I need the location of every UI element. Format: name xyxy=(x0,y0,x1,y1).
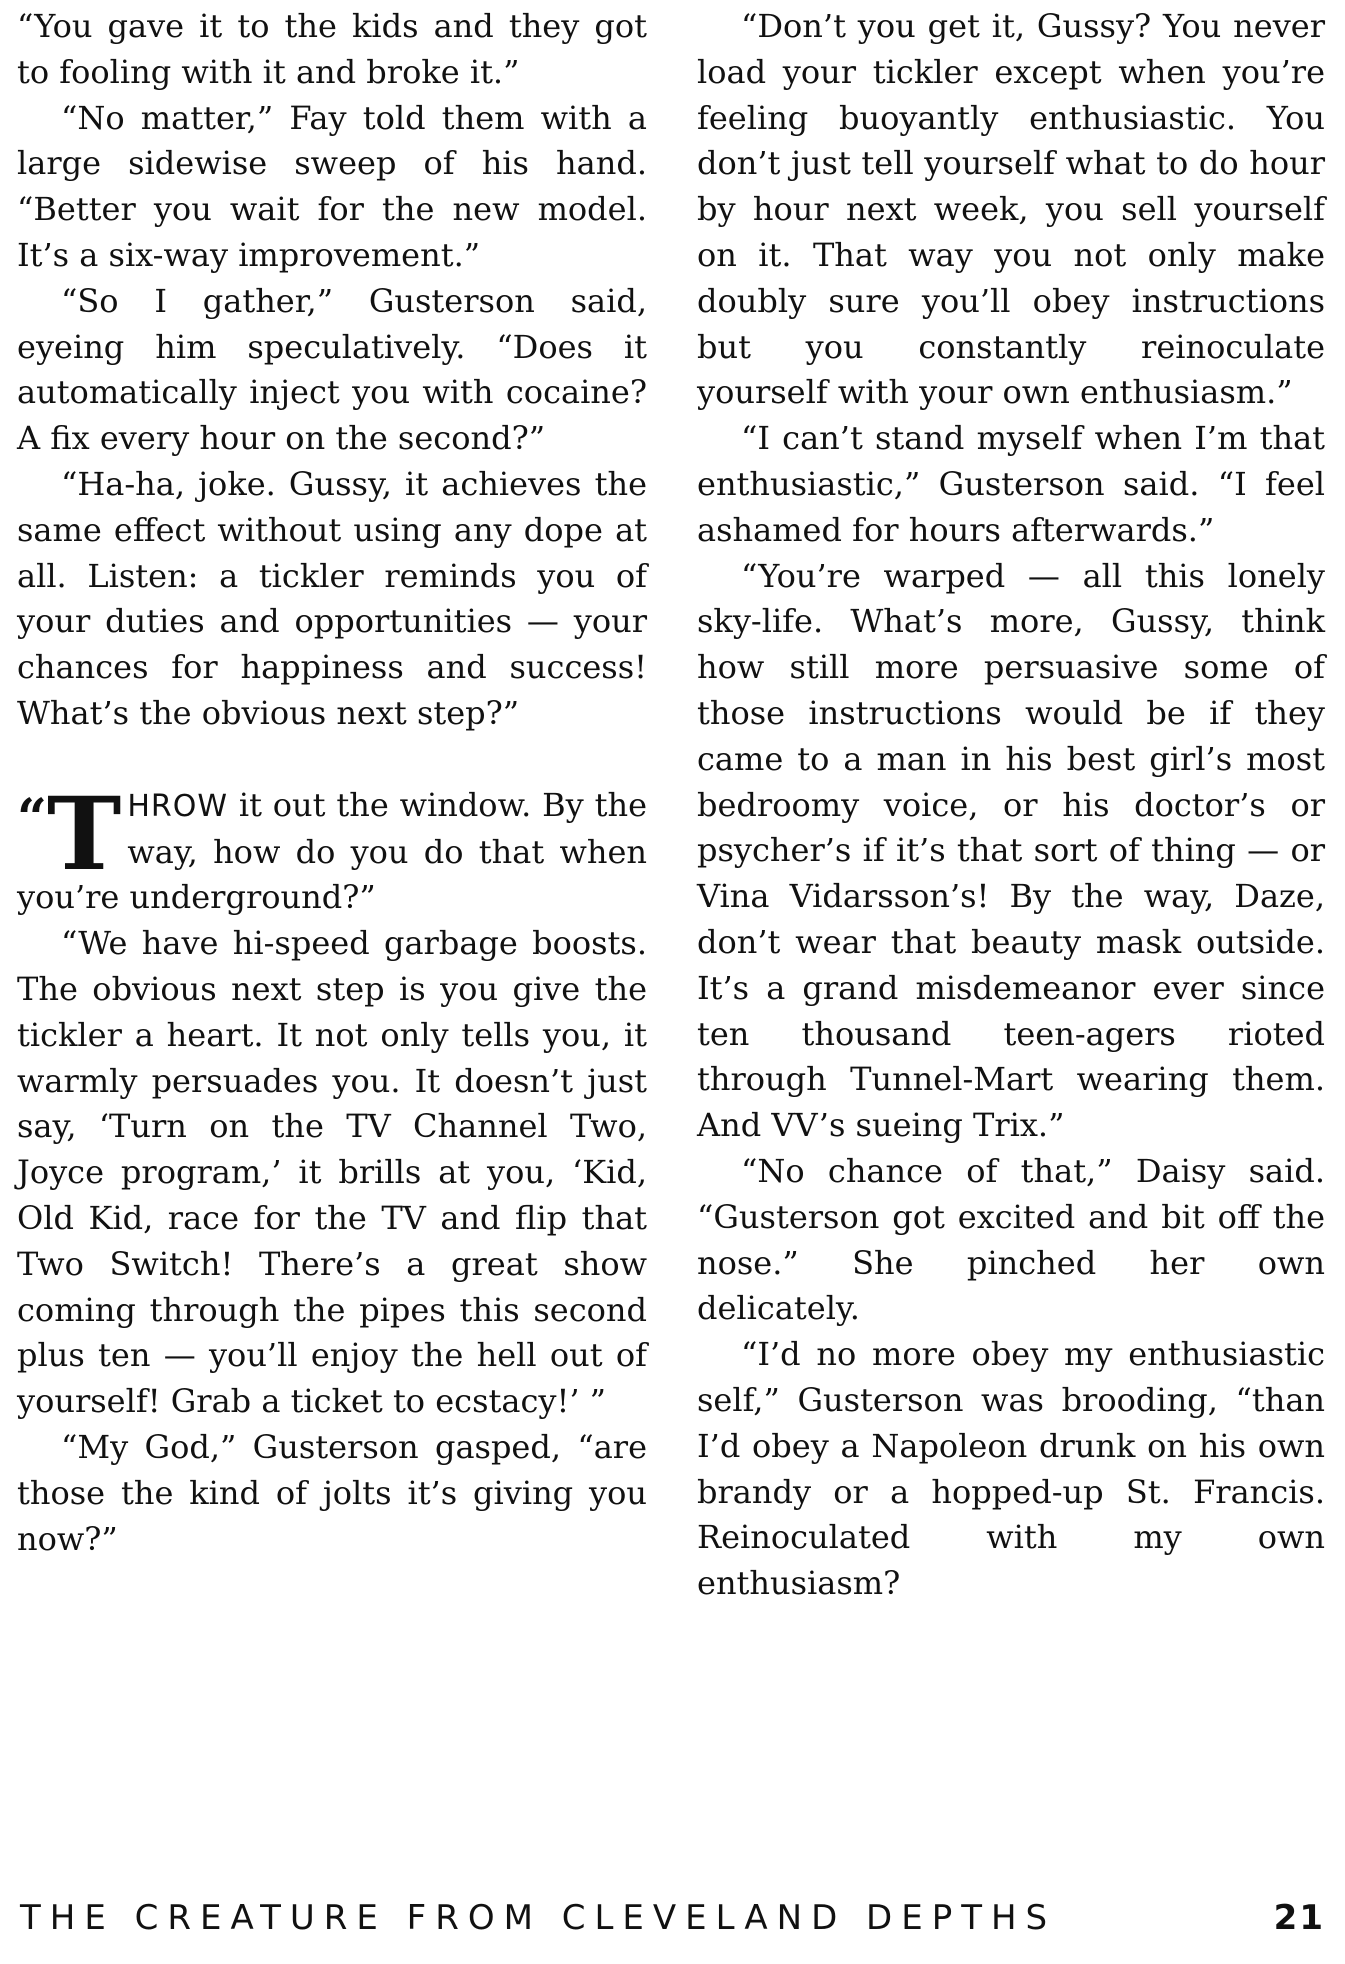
paragraph: “No matter,” Fay told them with a large sidewise sweep of his hand. “Better you wait for the new model. It’s a six-way improvement.” xyxy=(17,98,647,274)
drop-cap-quote: “ xyxy=(17,787,47,849)
paragraph: “You’re warped — all this lonely sky-life. What’s more, Gussy, think how still more persuasive some of those instructions would be if they came to a man in his best girl’s most bedroomy voice, or his doctor’s or psycher’s if it’s that sort of thing — or Vina Vidarsson’s! By the way, Daze, don’t wear that beauty mask outside. It’s a grand misdemeanor ever since ten thousand teen-agers rioted through Tunnel-Mart wearing them. And VV’s sueing Trix.” xyxy=(697,556,1325,1145)
running-title: THE CREATURE FROM CLEVELAND DEPTHS xyxy=(20,1898,1057,1938)
paragraph: “I’d no more obey my enthusiastic self,” Gusterson was brooding, “than I’d obey a Napoleon drunk on his own brandy or a hopped-up St. Francis. Reinoculated with my own enthusiasm? xyxy=(697,1335,1325,1603)
paragraph-text: it out the window. By the way, how do you do that when you’re underground?” xyxy=(17,785,647,917)
right-column xyxy=(697,4,1325,1607)
paragraph: “Don’t you get it, Gussy? You never load your tickler except when you’re feeling buoyantly enthusiastic. You don’t just tell yourself what to do hour by hour next week, you sell yourself on it. That way you not only make doubly sure you’ll obey instructions but you constantly reinoculate yourself with your own enthusiasm.” xyxy=(697,7,1325,412)
drop-cap xyxy=(17,774,122,893)
paragraph: “I can’t stand myself when I’m that enthusiastic,” Gusterson said. “I feel ashamed for hours afterwards.” xyxy=(697,419,1325,549)
running-footer xyxy=(20,1898,1325,1948)
left-column xyxy=(17,4,647,1562)
paragraph: “No chance of that,” Daisy said. “Gusterson got excited and bit off the nose.” She pinched her own delicately. xyxy=(697,1151,1325,1328)
paragraph: “You gave it to the kids and they got to fooling with it and broke it.” xyxy=(17,7,647,91)
paragraph: “Ha-ha, joke. Gussy, it achieves the same effect without using any dope at all. Listen: a tickler reminds you of your duties and opportunities — your chances for happiness and success! What’s the obvious next step?” xyxy=(17,464,647,732)
page-number: 21 xyxy=(1273,1898,1325,1938)
paragraph: “My God,” Gusterson gasped, “are those the kind of jolts it’s giving you now?” xyxy=(17,1427,647,1558)
drop-cap-letter: T xyxy=(46,774,122,893)
section-opening-paragraph xyxy=(17,774,647,921)
small-caps-lead: HROW xyxy=(127,788,229,824)
paragraph: “We have hi-speed garbage boosts. The obvious next step is you give the tickler a heart. It not only tells you, it warmly persuades you. It doesn’t just say, ‘Turn on the TV Channel Two, Joyce program,’ it brills at you, ‘Kid, Old Kid, race for the TV and flip that Two Switch! There’s a great show coming through the pipes this second plus ten — you’ll enjoy the hell out of yourself! Grab a ticket to ecstacy!’ ” xyxy=(17,924,647,1421)
paragraph: “So I gather,” Gusterson said, eyeing him speculatively. “Does it automatically inject you with cocaine? A fix every hour on the second?” xyxy=(17,281,647,458)
